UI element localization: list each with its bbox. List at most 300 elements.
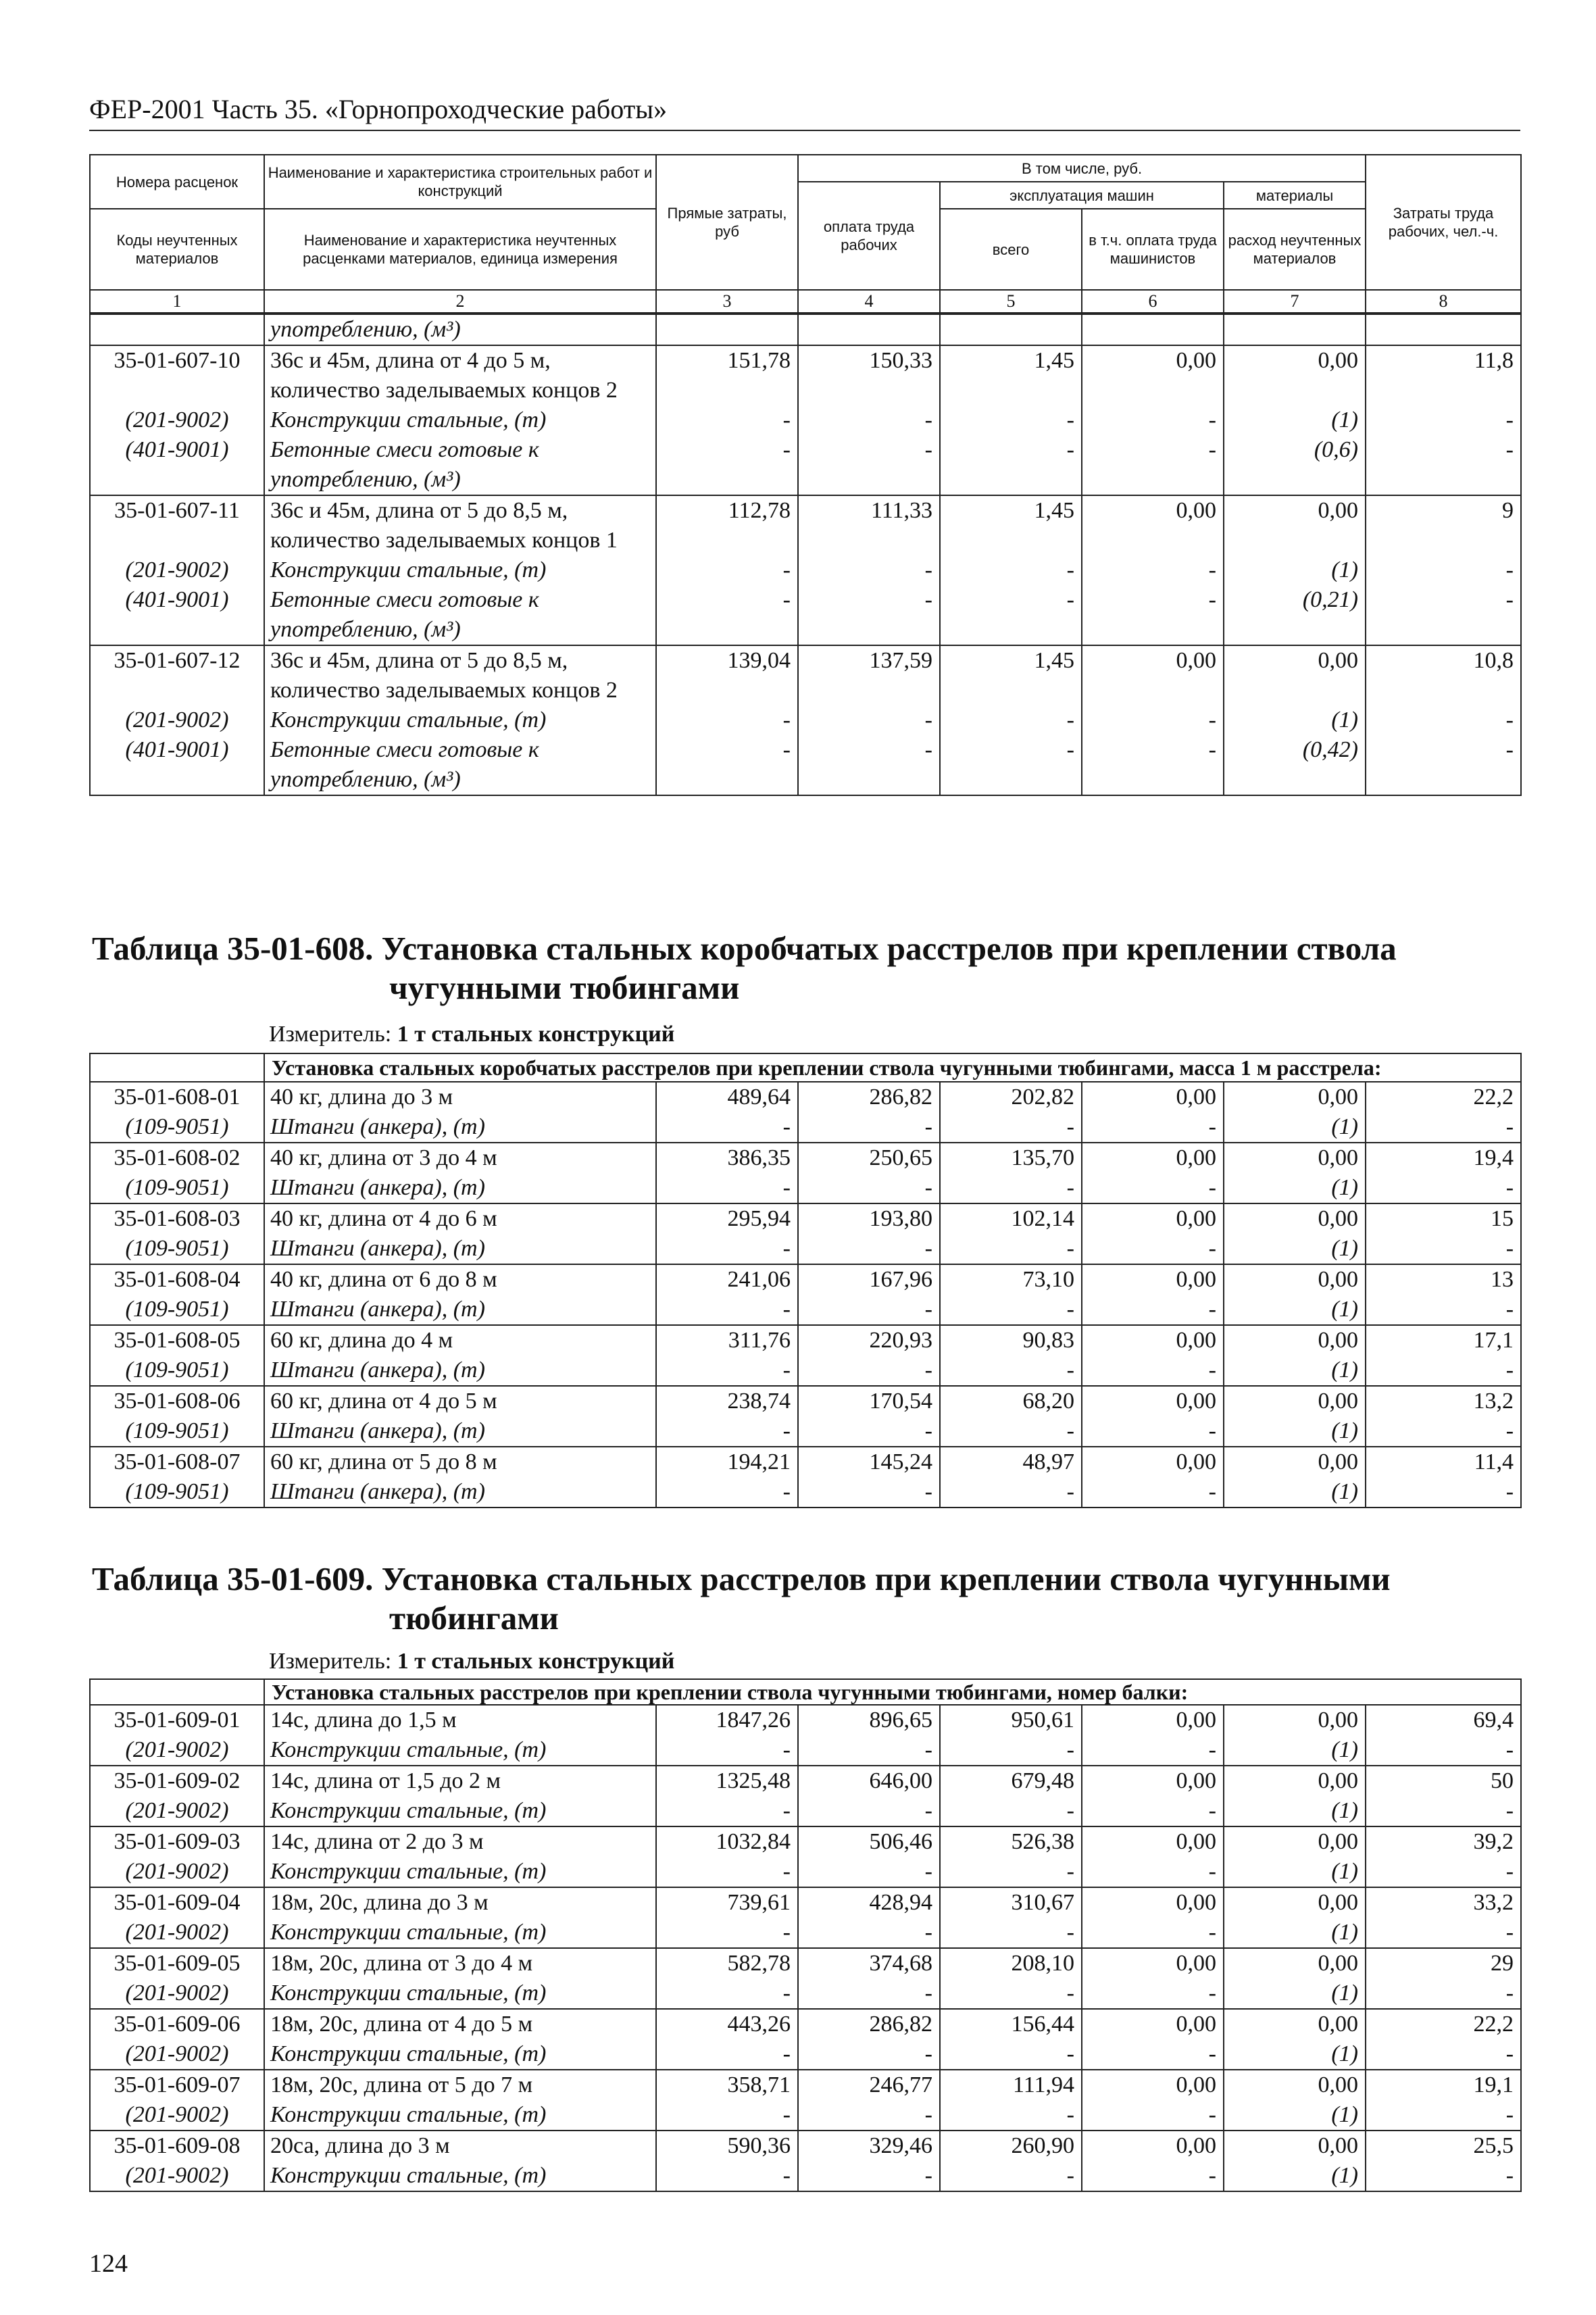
cell-value: 208,10 [940, 1948, 1082, 1978]
cell-value: - [1366, 1918, 1521, 1948]
cell-code: 35-01-607-12 [90, 645, 264, 705]
cell-value: - [798, 1112, 940, 1143]
table-row [90, 1796, 1521, 1826]
table-row [90, 1447, 1521, 1477]
cell-name: 14с, длина до 1,5 м [264, 1705, 656, 1735]
hdr-name2: Наименование и характеристика неучтенных расценками материалов, единица измерения [264, 209, 656, 290]
table-row [90, 1766, 1521, 1796]
cell-code: (201-9002) [90, 1978, 264, 2009]
table-609-title-line1: Таблица 35-01-609. Установка стальных расстрелов при креплении ствола чугунными [92, 1560, 1391, 1597]
cell-name: Бетонные смеси готовые к употреблению, (м³) [264, 435, 656, 495]
cell-name: 60 кг, длина от 5 до 8 м [264, 1447, 656, 1477]
cell-value: - [1082, 1416, 1224, 1447]
cell-value: - [798, 1477, 940, 1508]
cell-value: 0,00 [1082, 1447, 1224, 1477]
table-608-sub-left [90, 1053, 264, 1082]
cell-code: (109-9051) [90, 1234, 264, 1264]
hdr-machines: эксплуатация машин [940, 182, 1224, 209]
cell-value: - [940, 1234, 1082, 1264]
table-608 [89, 1053, 1522, 1508]
cell-value: 0,00 [1224, 1264, 1366, 1295]
cell-value: - [1082, 2039, 1224, 2070]
table-row [90, 585, 1521, 645]
cell-code: (201-9002) [90, 1857, 264, 1887]
table-row [90, 1143, 1521, 1173]
cell-value: - [1082, 1796, 1224, 1826]
cell-value: 896,65 [798, 1705, 940, 1735]
col-num: 7 [1224, 290, 1366, 313]
cell-value: - [798, 435, 940, 495]
cell-code: 35-01-608-05 [90, 1325, 264, 1355]
cell-value: - [940, 2039, 1082, 2070]
cell-code: (201-9002) [90, 1735, 264, 1766]
cell-value: 0,00 [1224, 1826, 1366, 1857]
cell-code: (201-9002) [90, 1796, 264, 1826]
header-rule [89, 130, 1520, 131]
cell-code: 35-01-609-05 [90, 1948, 264, 1978]
cell-value: - [656, 735, 798, 795]
table-row [90, 1264, 1521, 1295]
cell-value: 194,21 [656, 1447, 798, 1477]
cell-name: Штанги (анкера), (т) [264, 1295, 656, 1325]
cell-value: 102,14 [940, 1203, 1082, 1234]
table-row [90, 2070, 1521, 2100]
cell-name: Бетонные смеси готовые к употреблению, (м³) [264, 585, 656, 645]
col-num: 6 [1082, 290, 1224, 313]
cell-value: 0,00 [1224, 645, 1366, 705]
cell-value: 220,93 [798, 1325, 940, 1355]
cell-value: - [656, 2161, 798, 2191]
cell-name: Бетонные смеси готовые к употреблению, (м³) [264, 735, 656, 795]
cell-value: - [656, 1112, 798, 1143]
cell-value: 310,67 [940, 1887, 1082, 1918]
cell-value: - [1082, 1112, 1224, 1143]
cell-value: - [940, 1416, 1082, 1447]
cell-value: 1,45 [940, 645, 1082, 705]
cell-value: - [798, 1416, 940, 1447]
cell-code: 35-01-607-10 [90, 345, 264, 405]
cell-value: 11,4 [1366, 1447, 1521, 1477]
cell-value: 0,00 [1224, 345, 1366, 405]
cell-value: - [940, 1796, 1082, 1826]
table-609 [89, 1678, 1522, 2192]
cell-name: 20са, длина до 3 м [264, 2131, 656, 2161]
cell-value: - [798, 1355, 940, 1386]
cell-value: - [1366, 2100, 1521, 2131]
measure-label: Измеритель: [269, 1022, 392, 1047]
cell-value: 1,45 [940, 345, 1082, 405]
cell-name: 40 кг, длина от 4 до 6 м [264, 1203, 656, 1234]
cell-value: 193,80 [798, 1203, 940, 1234]
cell-value: 295,94 [656, 1203, 798, 1234]
cell-name: Конструкции стальные, (т) [264, 555, 656, 585]
cell-value: - [656, 405, 798, 435]
cell-code: 35-01-608-06 [90, 1386, 264, 1416]
cell-value: - [940, 405, 1082, 435]
hdr-wages: оплата труда рабочих [798, 182, 940, 290]
cell-code: 35-01-609-03 [90, 1826, 264, 1857]
measure-value: 1 т стальных конструкций [397, 1022, 675, 1047]
cell-value: - [1082, 1234, 1224, 1264]
cell-value: 39,2 [1366, 1826, 1521, 1857]
cell-value: 0,00 [1082, 645, 1224, 705]
cell-value: - [1366, 1857, 1521, 1887]
cell-value: - [656, 1234, 798, 1264]
cell-value: - [1082, 1918, 1224, 1948]
hdr-labor: Затраты труда рабочих, чел.-ч. [1366, 155, 1521, 290]
cell-value: 1,45 [940, 495, 1082, 555]
cell-value: - [1082, 1355, 1224, 1386]
hdr-incl-wages: в т.ч. оплата труда машинистов [1082, 209, 1224, 290]
cell-value: 646,00 [798, 1766, 940, 1796]
cell-value: - [1082, 1477, 1224, 1508]
cell-value [1224, 314, 1366, 345]
cell-value: - [656, 1978, 798, 2009]
cell-value: - [656, 1416, 798, 1447]
cell-name: Штанги (анкера), (т) [264, 1112, 656, 1143]
cell-value: - [940, 2161, 1082, 2191]
cell-value: 0,00 [1224, 1705, 1366, 1735]
cell-name: Конструкции стальные, (т) [264, 1857, 656, 1887]
col-num: 8 [1366, 290, 1521, 313]
cell-name: 40 кг, длина до 3 м [264, 1082, 656, 1112]
cell-value: - [1082, 1295, 1224, 1325]
cell-value: 170,54 [798, 1386, 940, 1416]
table-row [90, 1234, 1521, 1264]
cell-value: - [798, 2161, 940, 2191]
cell-code: 35-01-608-04 [90, 1264, 264, 1295]
cell-code: 35-01-608-02 [90, 1143, 264, 1173]
cell-value: 526,38 [940, 1826, 1082, 1857]
cell-value: 582,78 [656, 1948, 798, 1978]
cell-name: Конструкции стальные, (т) [264, 2100, 656, 2131]
cell-value: 0,00 [1082, 1948, 1224, 1978]
table-row [90, 1082, 1521, 1112]
cell-value: 1325,48 [656, 1766, 798, 1796]
cell-value: 11,8 [1366, 345, 1521, 405]
cell-value: - [940, 1295, 1082, 1325]
cell-value: - [656, 2039, 798, 2070]
cell-value: - [1082, 405, 1224, 435]
cell-value: 48,97 [940, 1447, 1082, 1477]
table-row [90, 405, 1521, 435]
cell-value: - [1366, 1477, 1521, 1508]
cell-value: - [656, 1735, 798, 1766]
cell-value: (0,42) [1224, 735, 1366, 795]
cell-value: - [656, 585, 798, 645]
table-608-title-line2: чугунными тюбингами [389, 969, 740, 1006]
cell-value: 0,00 [1082, 1325, 1224, 1355]
cell-code: (201-9002) [90, 405, 264, 435]
cell-value: 0,00 [1082, 1826, 1224, 1857]
cell-value: 9 [1366, 495, 1521, 555]
table-row [90, 1355, 1521, 1386]
cell-value: 0,00 [1082, 1264, 1224, 1295]
cell-value: 374,68 [798, 1948, 940, 1978]
cell-value: - [656, 1173, 798, 1203]
cell-value: (1) [1224, 2039, 1366, 2070]
cell-value: - [940, 1735, 1082, 1766]
cell-value: 739,61 [656, 1887, 798, 1918]
col-num: 1 [90, 290, 264, 313]
table-row [90, 1295, 1521, 1325]
cell-value: 50 [1366, 1766, 1521, 1796]
cell-name: употреблению, (м³) [264, 314, 656, 345]
cell-value: 358,71 [656, 2070, 798, 2100]
cell-value: - [1082, 705, 1224, 735]
cell-value: 0,00 [1224, 1143, 1366, 1173]
cell-value: 111,33 [798, 495, 940, 555]
cell-code: (201-9002) [90, 555, 264, 585]
cell-value: 156,44 [940, 2009, 1082, 2039]
cell-code: (201-9002) [90, 705, 264, 735]
cell-value: 111,94 [940, 2070, 1082, 2100]
cell-value: - [798, 1234, 940, 1264]
cell-code: 35-01-609-06 [90, 2009, 264, 2039]
cell-value: 246,77 [798, 2070, 940, 2100]
table-row [90, 2039, 1521, 2070]
cell-name: Штанги (анкера), (т) [264, 1234, 656, 1264]
hdr-incl: В том числе, руб. [798, 155, 1366, 182]
cell-value: - [1082, 2100, 1224, 2131]
cell-value: 260,90 [940, 2131, 1082, 2161]
cell-value: - [940, 1477, 1082, 1508]
cell-value: 0,00 [1082, 1705, 1224, 1735]
cell-value: (1) [1224, 1796, 1366, 1826]
table-row [90, 1887, 1521, 1918]
table-608-grid [89, 1053, 1522, 1508]
table-row [90, 1325, 1521, 1355]
table-608-measure [269, 1022, 674, 1047]
cell-value: - [798, 555, 940, 585]
cell-code: (201-9002) [90, 2161, 264, 2191]
cell-value: 386,35 [656, 1143, 798, 1173]
cell-value: - [1082, 435, 1224, 495]
cell-code: (201-9002) [90, 1918, 264, 1948]
cell-value: (1) [1224, 1295, 1366, 1325]
cell-value: 73,10 [940, 1264, 1082, 1295]
cell-value: 0,00 [1082, 1766, 1224, 1796]
cell-value: 0,00 [1224, 1948, 1366, 1978]
cell-value: (1) [1224, 705, 1366, 735]
table-609-subheader: Установка стальных расстрелов при креплении ствола чугунными тюбингами, номер балки: [264, 1679, 1521, 1705]
hdr-materials: материалы [1224, 182, 1366, 209]
cell-code: (401-9001) [90, 435, 264, 495]
hdr-numbers: Номера расценок [90, 155, 264, 209]
cell-value: 250,65 [798, 1143, 940, 1173]
table-row [90, 435, 1521, 495]
cell-value: 286,82 [798, 1082, 940, 1112]
cell-value: - [940, 1112, 1082, 1143]
cell-value: 69,4 [1366, 1705, 1521, 1735]
column-header [89, 154, 1522, 314]
cell-value: - [656, 1355, 798, 1386]
cell-value: - [798, 2100, 940, 2131]
cell-value: 145,24 [798, 1447, 940, 1477]
cell-name: 18м, 20с, длина от 5 до 7 м [264, 2070, 656, 2100]
cell-value: - [1366, 435, 1521, 495]
cell-name: Конструкции стальные, (т) [264, 2039, 656, 2070]
cell-value: - [1366, 1112, 1521, 1143]
cell-value: - [940, 2100, 1082, 2131]
cell-value: (1) [1224, 1857, 1366, 1887]
cell-value: - [940, 1355, 1082, 1386]
cell-name: 36с и 45м, длина от 4 до 5 м, количество заделываемых концов 2 [264, 345, 656, 405]
cell-value: - [1082, 555, 1224, 585]
cell-value: - [798, 1735, 940, 1766]
table-row [90, 645, 1521, 705]
cell-name: 60 кг, длина от 4 до 5 м [264, 1386, 656, 1416]
cell-name: Конструкции стальные, (т) [264, 1796, 656, 1826]
cell-value: 443,26 [656, 2009, 798, 2039]
cell-value: 0,00 [1224, 1203, 1366, 1234]
cell-value: 0,00 [1224, 2070, 1366, 2100]
cell-value: (1) [1224, 2100, 1366, 2131]
cell-value: (1) [1224, 2161, 1366, 2191]
cell-value: (1) [1224, 1355, 1366, 1386]
cell-value: 0,00 [1082, 345, 1224, 405]
table-608-title-line1: Таблица 35-01-608. Установка стальных коробчатых расстрелов при креплении ствола [92, 930, 1397, 967]
table-row [90, 2100, 1521, 2131]
cell-code: 35-01-609-07 [90, 2070, 264, 2100]
cell-name: Конструкции стальные, (т) [264, 405, 656, 435]
cell-value: - [798, 2039, 940, 2070]
cell-code: 35-01-609-02 [90, 1766, 264, 1796]
cell-code: (109-9051) [90, 1416, 264, 1447]
table-row [90, 705, 1521, 735]
cell-value: - [1366, 705, 1521, 735]
cell-value: - [1082, 1857, 1224, 1887]
cell-value: 238,74 [656, 1386, 798, 1416]
cell-code: 35-01-609-04 [90, 1887, 264, 1918]
cell-value: 0,00 [1082, 2070, 1224, 2100]
cell-value: - [940, 585, 1082, 645]
page-header: ФЕР-2001 Часть 35. «Горнопроходческие работы» [89, 94, 668, 124]
cell-value: 679,48 [940, 1766, 1082, 1796]
cell-value: - [656, 435, 798, 495]
cell-value: - [1366, 1978, 1521, 2009]
cell-name: 40 кг, длина от 6 до 8 м [264, 1264, 656, 1295]
cell-value [1082, 314, 1224, 345]
cell-value: 0,00 [1224, 2131, 1366, 2161]
cell-value: 950,61 [940, 1705, 1082, 1735]
cell-value: - [940, 1978, 1082, 2009]
cell-value: - [656, 555, 798, 585]
cell-value: (1) [1224, 1477, 1366, 1508]
cell-value: - [1366, 1355, 1521, 1386]
cell-value: 167,96 [798, 1264, 940, 1295]
cell-value: 202,82 [940, 1082, 1082, 1112]
cell-value: 506,46 [798, 1826, 940, 1857]
cell-value: 0,00 [1224, 1766, 1366, 1796]
cell-value: - [656, 1477, 798, 1508]
cell-value: 0,00 [1082, 2009, 1224, 2039]
cell-code: (109-9051) [90, 1477, 264, 1508]
measure-label: Измеритель: [269, 1649, 392, 1674]
cell-value [940, 314, 1082, 345]
cell-value: 29 [1366, 1948, 1521, 1978]
cell-value: - [1366, 405, 1521, 435]
table-row [90, 1857, 1521, 1887]
cell-value: 0,00 [1224, 1887, 1366, 1918]
cell-value: 0,00 [1082, 2131, 1224, 2161]
cell-value: - [798, 705, 940, 735]
cell-value: 139,04 [656, 645, 798, 705]
cell-name: 18м, 20с, длина от 3 до 4 м [264, 1948, 656, 1978]
cell-value: 590,36 [656, 2131, 798, 2161]
cell-value: 1032,84 [656, 1826, 798, 1857]
cell-value: (1) [1224, 1173, 1366, 1203]
hdr-total: всего [940, 209, 1082, 290]
table-row [90, 2009, 1521, 2039]
cell-value: - [1366, 1796, 1521, 1826]
cell-value: 22,2 [1366, 1082, 1521, 1112]
cell-value: (1) [1224, 405, 1366, 435]
cell-name: 18м, 20с, длина до 3 м [264, 1887, 656, 1918]
cell-value: 0,00 [1082, 1203, 1224, 1234]
cell-code: (201-9002) [90, 2100, 264, 2131]
cell-value: 13,2 [1366, 1386, 1521, 1416]
cell-value: (1) [1224, 555, 1366, 585]
cell-value: 0,00 [1224, 1386, 1366, 1416]
cell-name: Штанги (анкера), (т) [264, 1355, 656, 1386]
cell-value: 0,00 [1082, 1082, 1224, 1112]
cell-value: 33,2 [1366, 1887, 1521, 1918]
cell-value: 17,1 [1366, 1325, 1521, 1355]
cell-value: - [656, 1796, 798, 1826]
cell-value: - [1366, 735, 1521, 795]
cell-value: 0,00 [1224, 1447, 1366, 1477]
cell-value: - [798, 585, 940, 645]
table-row [90, 1948, 1521, 1978]
cell-value: - [1082, 585, 1224, 645]
cell-value: - [1082, 1978, 1224, 2009]
cell-value: - [940, 705, 1082, 735]
cell-code: 35-01-609-01 [90, 1705, 264, 1735]
cell-value: 0,00 [1082, 1143, 1224, 1173]
cell-code: (401-9001) [90, 585, 264, 645]
cell-code [90, 314, 264, 345]
cell-name: 60 кг, длина до 4 м [264, 1325, 656, 1355]
cell-value: - [1366, 1735, 1521, 1766]
cell-value: (1) [1224, 1735, 1366, 1766]
cell-code: (109-9051) [90, 1112, 264, 1143]
cell-value: 10,8 [1366, 645, 1521, 705]
cell-value: - [798, 405, 940, 435]
cell-value: (1) [1224, 1112, 1366, 1143]
cell-value: - [798, 1857, 940, 1887]
cell-value: - [1366, 585, 1521, 645]
cell-value: 1847,26 [656, 1705, 798, 1735]
cell-value: 428,94 [798, 1887, 940, 1918]
cell-value: 0,00 [1224, 1325, 1366, 1355]
cell-value: 311,76 [656, 1325, 798, 1355]
cell-value: - [1366, 1234, 1521, 1264]
cell-value: 241,06 [656, 1264, 798, 1295]
cell-value: 0,00 [1224, 1082, 1366, 1112]
cell-value: - [940, 555, 1082, 585]
table-608-subheader: Установка стальных коробчатых расстрелов при креплении ствола чугунными тюбингами, масса 1 м расстрела: [264, 1053, 1521, 1082]
cell-value: 329,46 [798, 2131, 940, 2161]
cell-value: - [798, 1173, 940, 1203]
cell-value: - [798, 1978, 940, 2009]
cell-name: Штанги (анкера), (т) [264, 1173, 656, 1203]
cell-value: 19,1 [1366, 2070, 1521, 2100]
cell-value: 0,00 [1082, 1386, 1224, 1416]
cell-code: 35-01-609-08 [90, 2131, 264, 2161]
table-row [90, 1416, 1521, 1447]
cell-value: - [1366, 1173, 1521, 1203]
